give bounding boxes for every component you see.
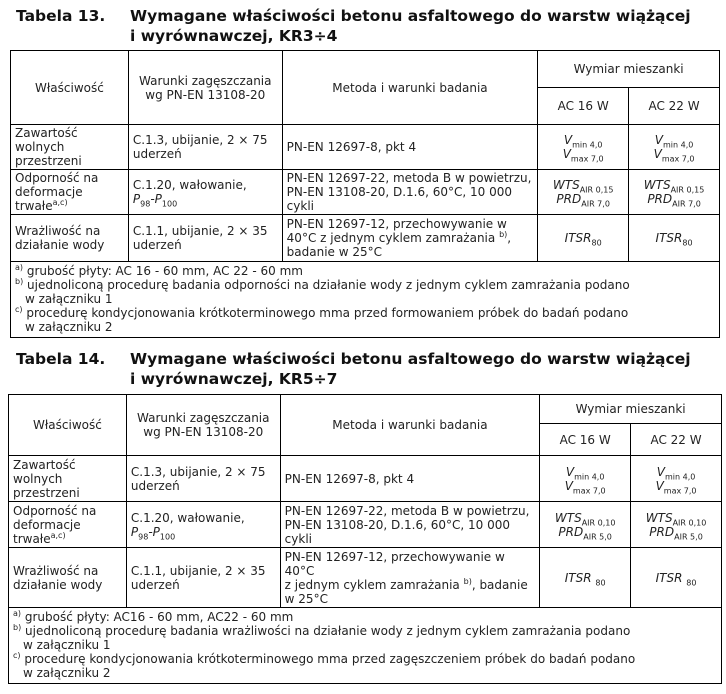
row-voids-method: PN-EN 12697-8, pkt 4 [280, 456, 540, 502]
row-voids-property: Zawartość wolnych przestrzeni [9, 456, 127, 502]
footnote-a: $^{a)}$ grubość płyty: AC16 - 60 mm, AC22 - 60 mm [13, 609, 294, 624]
footnote-c: $^{c)}$ procedurę kondycjonowania krótkoterminowego mma przed zagęszczeniem próbek do badań podano [13, 651, 636, 666]
row-water-property: Wrażliwość na działanie wody [9, 548, 127, 608]
row-water-method: PN-EN 12697-12, przechowywanie w 40°C z jednym cyklem zamrażania $^{b)}$, badanie w 25°C [282, 215, 538, 262]
table-14-title [16, 349, 691, 389]
header-ac22w: AC 22 W [631, 424, 722, 456]
header-method: Metoda i warunki badania [282, 51, 538, 125]
row-deformation-conditions: C.1.20, wałowanie, $P_{98}-P_{100}$ [126, 502, 280, 548]
table-14-footnotes: $^{a)}$ grubość płyty: AC16 - 60 mm, AC22 - 60 mm $^{b)}$ ujednoliconą procedurę badania wrażliwości na działanie wody z jednym cyklem zamrażania podano w załączniku 1 $^{c)}$ procedurę kondycjonowania krótkoterminowego mma przed zagęszczeniem próbek do badań podano w załączniku 2 [9, 608, 722, 684]
table-14-number: Tabela 14. [16, 350, 106, 368]
table-13-title [16, 6, 691, 46]
row-voids-ac16: $V_{min 4,0}$ $V_{max 7,0}$ [538, 125, 629, 170]
row-water-ac22: ITSR $_{80}$ [631, 548, 722, 608]
header-ac16w: AC 16 W [538, 88, 629, 125]
footnote-a: $^{a)}$ grubość płyty: AC 16 - 60 mm, AC 22 - 60 mm [15, 263, 303, 278]
row-water-ac22: $ITSR_{80}$ [629, 215, 720, 262]
table-14 [8, 394, 722, 684]
table-13-number: Tabela 13. [16, 7, 106, 25]
row-voids-conditions: C.1.3, ubijanie, 2 × 75 uderzeń [128, 125, 282, 170]
row-voids-ac22: $V_{min 4,0}$ $V_{max 7,0}$ [631, 456, 722, 502]
header-property: Właściwość [11, 51, 129, 125]
table-13 [10, 50, 720, 338]
row-voids-method: PN-EN 12697-8, pkt 4 [282, 125, 538, 170]
row-voids-conditions: C.1.3, ubijanie, 2 × 75 uderzeń [126, 456, 280, 502]
row-water-ac16: $ITSR_{80}$ [538, 215, 629, 262]
header-ac16w: AC 16 W [540, 424, 631, 456]
table-14-title-line2: i wyrównawczej, KR5÷7 [130, 370, 338, 388]
row-voids-property: Zawartość wolnych przestrzeni [11, 125, 129, 170]
footnote-b: $^{b)}$ ujednoliconą procedurę badania odporności na działanie wody z jednym cyklem zamrażania podano [15, 277, 630, 292]
header-mix-dimension: Wymiar mieszanki [540, 395, 722, 424]
table-13-title-line2: i wyrównawczej, KR3÷4 [130, 27, 338, 45]
table-13-title-line1: Wymagane właściwości betonu asfaltowego do warstw wiążącej [130, 7, 691, 25]
header-conditions: Warunki zagęszczania wg PN-EN 13108-20 [128, 51, 282, 125]
row-water-conditions: C.1.1, ubijanie, 2 × 35 uderzeń [126, 548, 280, 608]
header-ac22w: AC 22 W [629, 88, 720, 125]
footnote-b: $^{b)}$ ujednoliconą procedurę badania wrażliwości na działanie wody z jednym cyklem zamrażania podano [13, 623, 631, 638]
row-deformation-property: Odporność na deformacje trwałe$^{a,c)}$ [9, 502, 127, 548]
row-deformation-conditions: C.1.20, wałowanie, $P_{98}-P_{100}$ [128, 170, 282, 215]
header-method: Metoda i warunki badania [280, 395, 540, 456]
row-water-property: Wrażliwość na działanie wody [11, 215, 129, 262]
header-mix-dimension: Wymiar mieszanki [538, 51, 720, 88]
row-deformation-method: PN-EN 12697-22, metoda B w powietrzu, PN-EN 13108-20, D.1.6, 60°C, 10 000 cykli [282, 170, 538, 215]
header-property: Właściwość [9, 395, 127, 456]
row-deformation-ac16: $WTS_{AIR 0,15}$ $PRD_{AIR 7,0}$ [538, 170, 629, 215]
row-deformation-property: Odporność na deformacje trwałe$^{a,c)}$ [11, 170, 129, 215]
row-deformation-method: PN-EN 12697-22, metoda B w powietrzu, PN-EN 13108-20, D.1.6, 60°C, 10 000 cykli [280, 502, 540, 548]
row-voids-ac16: $V_{min 4,0}$ $V_{max 7,0}$ [540, 456, 631, 502]
row-deformation-ac22: $WTS_{AIR 0,15}$ $PRD_{AIR 7,0}$ [629, 170, 720, 215]
table-13-footnotes: $^{a)}$ grubość płyty: AC 16 - 60 mm, AC 22 - 60 mm $^{b)}$ ujednoliconą procedurę badania odporności na działanie wody z jednym cyklem zamrażania podano w załączniku 1 $^{c)}$ procedurę kondycjonowania krótkoterminowego mma przed formowaniem próbek do badań podano w załączniku 2 [11, 262, 720, 338]
row-water-conditions: C.1.1, ubijanie, 2 × 35 uderzeń [128, 215, 282, 262]
row-deformation-ac16: $WTS_{AIR 0,10}$ $PRD_{AIR 5,0}$ [540, 502, 631, 548]
row-voids-ac22: $V_{min 4,0}$ $V_{max 7,0}$ [629, 125, 720, 170]
row-water-ac16: ITSR $_{80}$ [540, 548, 631, 608]
table-14-title-line1: Wymagane właściwości betonu asfaltowego do warstw wiążącej [130, 350, 691, 368]
row-deformation-ac22: $WTS_{AIR 0,10}$ $PRD_{AIR 5,0}$ [631, 502, 722, 548]
header-conditions: Warunki zagęszczania wg PN-EN 13108-20 [126, 395, 280, 456]
row-water-method: PN-EN 12697-12, przechowywanie w 40°C z jednym cyklem zamrażania $^{b)}$, badanie w 25°C [280, 548, 540, 608]
footnote-c: $^{c)}$ procedurę kondycjonowania krótkoterminowego mma przed formowaniem próbek do badań podano [15, 305, 629, 320]
